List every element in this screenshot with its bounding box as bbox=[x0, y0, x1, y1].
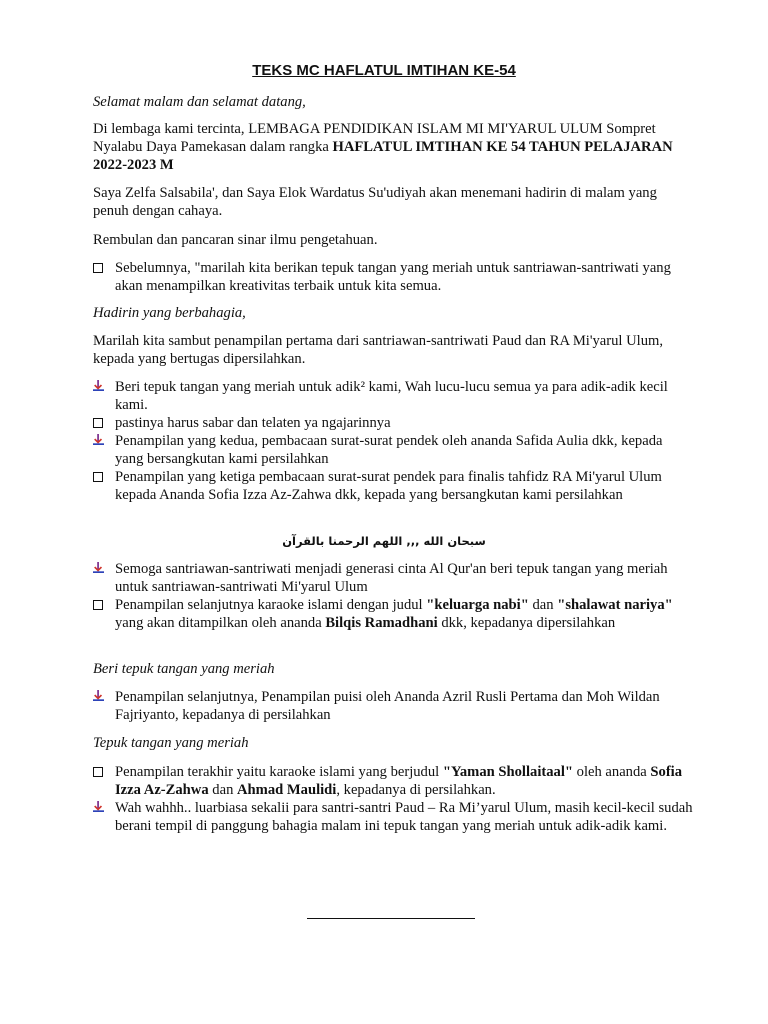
performer-name: Ahmad Maulidi bbox=[237, 782, 337, 798]
hosts-paragraph: Saya Zelfa Salsabila', dan Saya Elok Wardatus Su'udiyah akan menemani hadirin di malam yang penuh dengan cahaya. bbox=[93, 185, 657, 219]
signature-line bbox=[307, 918, 475, 919]
list-item bbox=[93, 799, 693, 835]
list-item-text bbox=[115, 596, 693, 632]
text-segment: dan bbox=[528, 597, 558, 613]
text-segment: yang akan ditampilkan oleh ananda bbox=[115, 615, 326, 631]
list-item bbox=[93, 560, 693, 596]
arrow-bullet-icon bbox=[93, 380, 104, 391]
list-item-text: Semoga santriawan-santriwati menjadi generasi cinta Al Qur'an beri tepuk tangan yang meriah untuk santriawan-santriwati Mi'yarul Ulum bbox=[115, 561, 668, 595]
marilah-paragraph: Marilah kita sambut penampilan pertama dari santriawan-santriwati Paud dan RA Mi'yarul Ulum, kepada yang bertugas dipersilahkan. bbox=[93, 333, 664, 367]
rembulan-paragraph: Rembulan dan pancaran sinar ilmu pengetahuan. bbox=[93, 232, 378, 248]
list-item-text bbox=[115, 763, 693, 799]
text-segment: dan bbox=[208, 782, 238, 798]
checkbox-icon bbox=[93, 472, 103, 482]
list-item bbox=[93, 259, 693, 295]
text-segment: Penampilan terakhir yaitu karaoke islami yang berjudul bbox=[115, 764, 443, 780]
list-item-text: Penampilan selanjutnya, Penampilan puisi oleh Ananda Azril Rusli Pertama dan Moh Wildan Fajriyanto, kepadanya di persilahkan bbox=[115, 689, 660, 723]
list-item-text: Penampilan yang kedua, pembacaan surat-surat pendek oleh ananda Safida Aulia dkk, kepada yang bersangkutan kami persilahkan bbox=[115, 433, 663, 467]
text-segment: oleh ananda bbox=[573, 764, 651, 780]
text-segment: , kepadanya di persilahkan. bbox=[336, 782, 496, 798]
text-segment: dkk, kepadanya dipersilahkan bbox=[437, 615, 616, 631]
list-item-text: Wah wahhh.. luarbiasa sekalii para santri-santri Paud – Ra Mi’yarul Ulum, masih kecil-kecil sudah berani tempil di panggung bahagia malam ini tepuk tangan yang meriah untuk adik-adik kami. bbox=[115, 800, 693, 834]
tepuk-heading: Tepuk tangan yang meriah bbox=[93, 735, 249, 751]
checkbox-icon bbox=[93, 263, 103, 273]
list-item bbox=[93, 596, 693, 632]
song-title: "keluarga nabi" bbox=[426, 597, 529, 613]
intro-paragraph bbox=[93, 120, 683, 174]
greeting: Selamat malam dan selamat datang, bbox=[93, 94, 306, 110]
event-name: HAFLATUL IMTIHAN KE 54 TAHUN PELAJARAN 2022-2023 M bbox=[93, 139, 673, 173]
list-item-text: Penampilan yang ketiga pembacaan surat-surat pendek para finalis tahfidz RA Mi'yarul Ulum kepada Ananda Sofia Izza Az-Zahwa dkk, kepada yang bersangkutan kami persilahkan bbox=[115, 469, 662, 503]
list-item-text: pastinya harus sabar dan telaten ya ngajarinnya bbox=[115, 415, 391, 431]
arrow-bullet-icon bbox=[93, 562, 104, 573]
arrow-bullet-icon bbox=[93, 434, 104, 445]
text-segment: Penampilan selanjutnya karaoke islami dengan judul bbox=[115, 597, 427, 613]
list-item bbox=[93, 763, 693, 799]
list-item-text: Beri tepuk tangan yang meriah untuk adik² kami, Wah lucu-lucu semua ya para adik-adik kecil kami. bbox=[115, 379, 668, 413]
list-item bbox=[93, 688, 693, 724]
beri-heading: Beri tepuk tangan yang meriah bbox=[93, 661, 275, 677]
list-item bbox=[93, 432, 693, 468]
list-item bbox=[93, 468, 693, 504]
performer-name: Sofia Izza Az-Zahwa bbox=[115, 764, 683, 798]
song-title: "shalawat nariya" bbox=[557, 597, 673, 613]
hadirin-heading: Hadirin yang berbahagia, bbox=[93, 305, 246, 321]
intro-text: Di lembaga kami tercinta, LEMBAGA PENDIDIKAN ISLAM MI MI'YARUL ULUM Sompret Nyalabu Daya Pamekasan dalam rangka bbox=[93, 121, 656, 155]
list-item-text: Sebelumnya, "marilah kita berikan tepuk tangan yang meriah untuk santriawan-santriwati yang akan menampilkan kreativitas terbaik untuk kita semua. bbox=[115, 260, 671, 294]
list-item bbox=[93, 414, 693, 432]
arrow-bullet-icon bbox=[93, 801, 104, 812]
checkbox-icon bbox=[93, 600, 103, 610]
checkbox-icon bbox=[93, 418, 103, 428]
checkbox-icon bbox=[93, 767, 103, 777]
list-item bbox=[93, 378, 693, 414]
document-title: TEKS MC HAFLATUL IMTIHAN KE-54 bbox=[252, 62, 516, 79]
performer-name: Bilqis Ramadhani bbox=[325, 615, 438, 631]
arrow-bullet-icon bbox=[93, 690, 104, 701]
song-title: "Yaman Shollaitaal" bbox=[442, 764, 573, 780]
arabic-phrase: سبحان الله ,,, اللهم الرحمنا بالقرآن bbox=[282, 534, 486, 548]
